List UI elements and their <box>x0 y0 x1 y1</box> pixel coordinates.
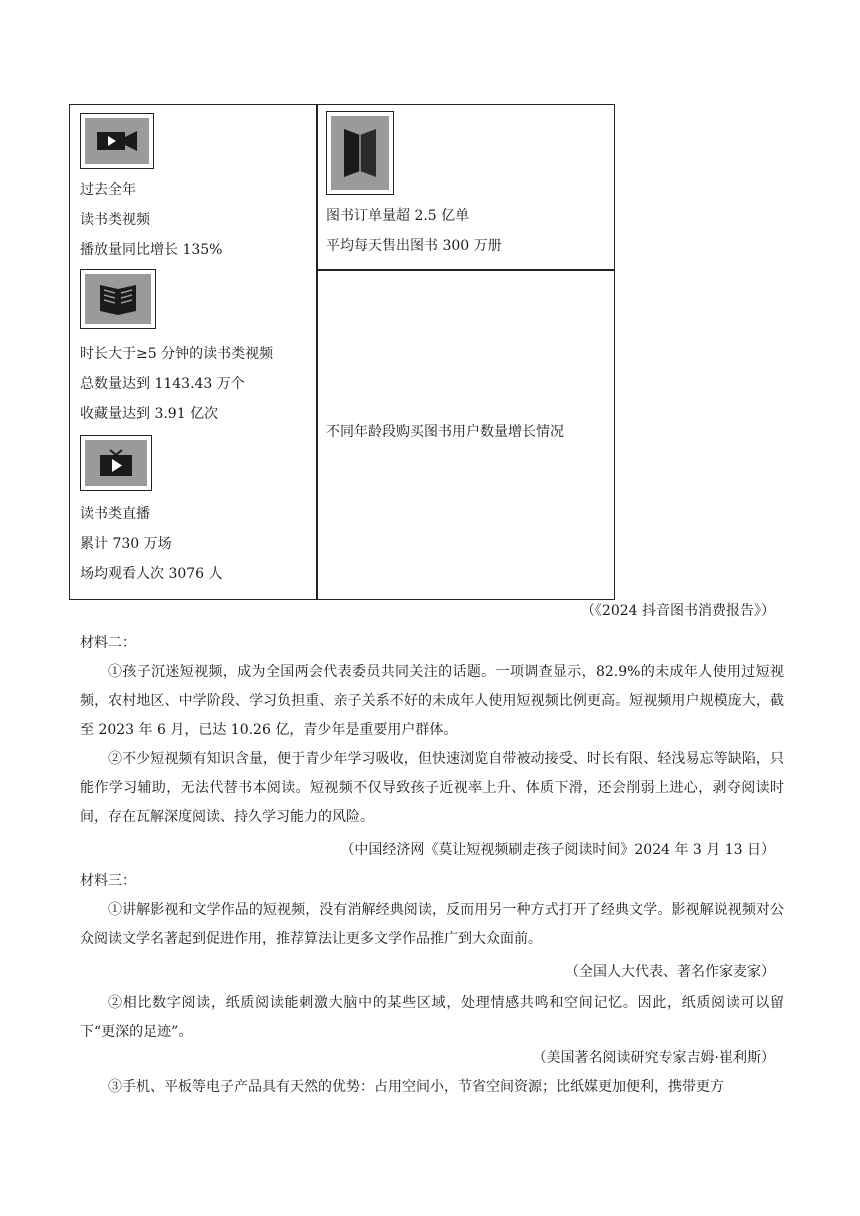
livestream-stats-text: 读书类直播 累计 730 万场 场均观看人次 3076 人 <box>80 506 223 582</box>
material2-paragraph-2: ②不少短视频有知识含量，便于青少年学习吸收，但快速浏览自带被动接受、时长有限、轻浅易忘等缺陷，只能作学习辅助，无法代替书本阅读。短视频不仅导致孩子近视率上升、体质下滑，还会削弱上进心，剥夺阅读时间，存在瓦解深度阅读、持久学习能力的风险。 <box>80 751 784 825</box>
video-stats-text: 过去全年 读书类视频 播放量同比增长 135% <box>80 182 223 258</box>
material3-paragraph-3: ③手机、平板等电子产品具有天然的优势：占用空间小，节省空间资源；比纸媒更加便利，携带更方 <box>108 1079 724 1095</box>
material3-p2-source: （美国著名阅读研究专家吉姆·崔利斯） <box>532 1050 775 1066</box>
age-group-growth-caption: 不同年龄段购买图书用户数量增长情况 <box>326 424 564 440</box>
material3-p1-source: （全国人大代表、著名作家麦家） <box>565 964 775 980</box>
open-book-icon <box>80 269 156 329</box>
table-source: （《2024 抖音图书消费报告》） <box>580 603 775 619</box>
tv-live-icon <box>80 435 152 491</box>
statistics-table <box>69 104 615 600</box>
book-icon <box>326 111 394 195</box>
material3-heading: 材料三： <box>80 873 136 889</box>
book-order-stats-text: 图书订单量超 2.5 亿单 平均每天售出图书 300 万册 <box>326 208 502 254</box>
material3-paragraph-1: ①讲解影视和文学作品的短视频，没有消解经典阅读，反而用另一种方式打开了经典文学。影视解说视频对公众阅读文学名著起到促进作用，推荐算法让更多文学作品推广到大众面前。 <box>80 902 784 947</box>
table-row-divider <box>316 269 614 271</box>
material2-source: （中国经济网《莫让短视频刷走孩子阅读时间》2024 年 3 月 13 日） <box>340 842 775 858</box>
material2-heading: 材料二： <box>80 635 136 651</box>
video-camera-icon <box>80 113 154 169</box>
table-column-divider <box>316 105 318 599</box>
material3-paragraph-2: ②相比数字阅读，纸质阅读能刺激大脑中的某些区域，处理情感共鸣和空间记忆。因此，纸质阅读可以留下“更深的足迹”。 <box>80 995 784 1040</box>
long-video-stats-text: 时长大于≥5 分钟的读书类视频 总数量达到 1143.43 万个 收藏量达到 3.91 亿次 <box>80 346 274 422</box>
material2-paragraph-1: ①孩子沉迷短视频，成为全国两会代表委员共同关注的话题。一项调查显示，82.9%的未成年人使用过短视频，农村地区、中学阶段、学习负担重、亲子关系不好的未成年人使用短视频比例更高。短视频用户规模庞大，截至 2023 年 6 月，已达 10.26 亿，青少年是重要用户群体。 <box>80 664 784 738</box>
